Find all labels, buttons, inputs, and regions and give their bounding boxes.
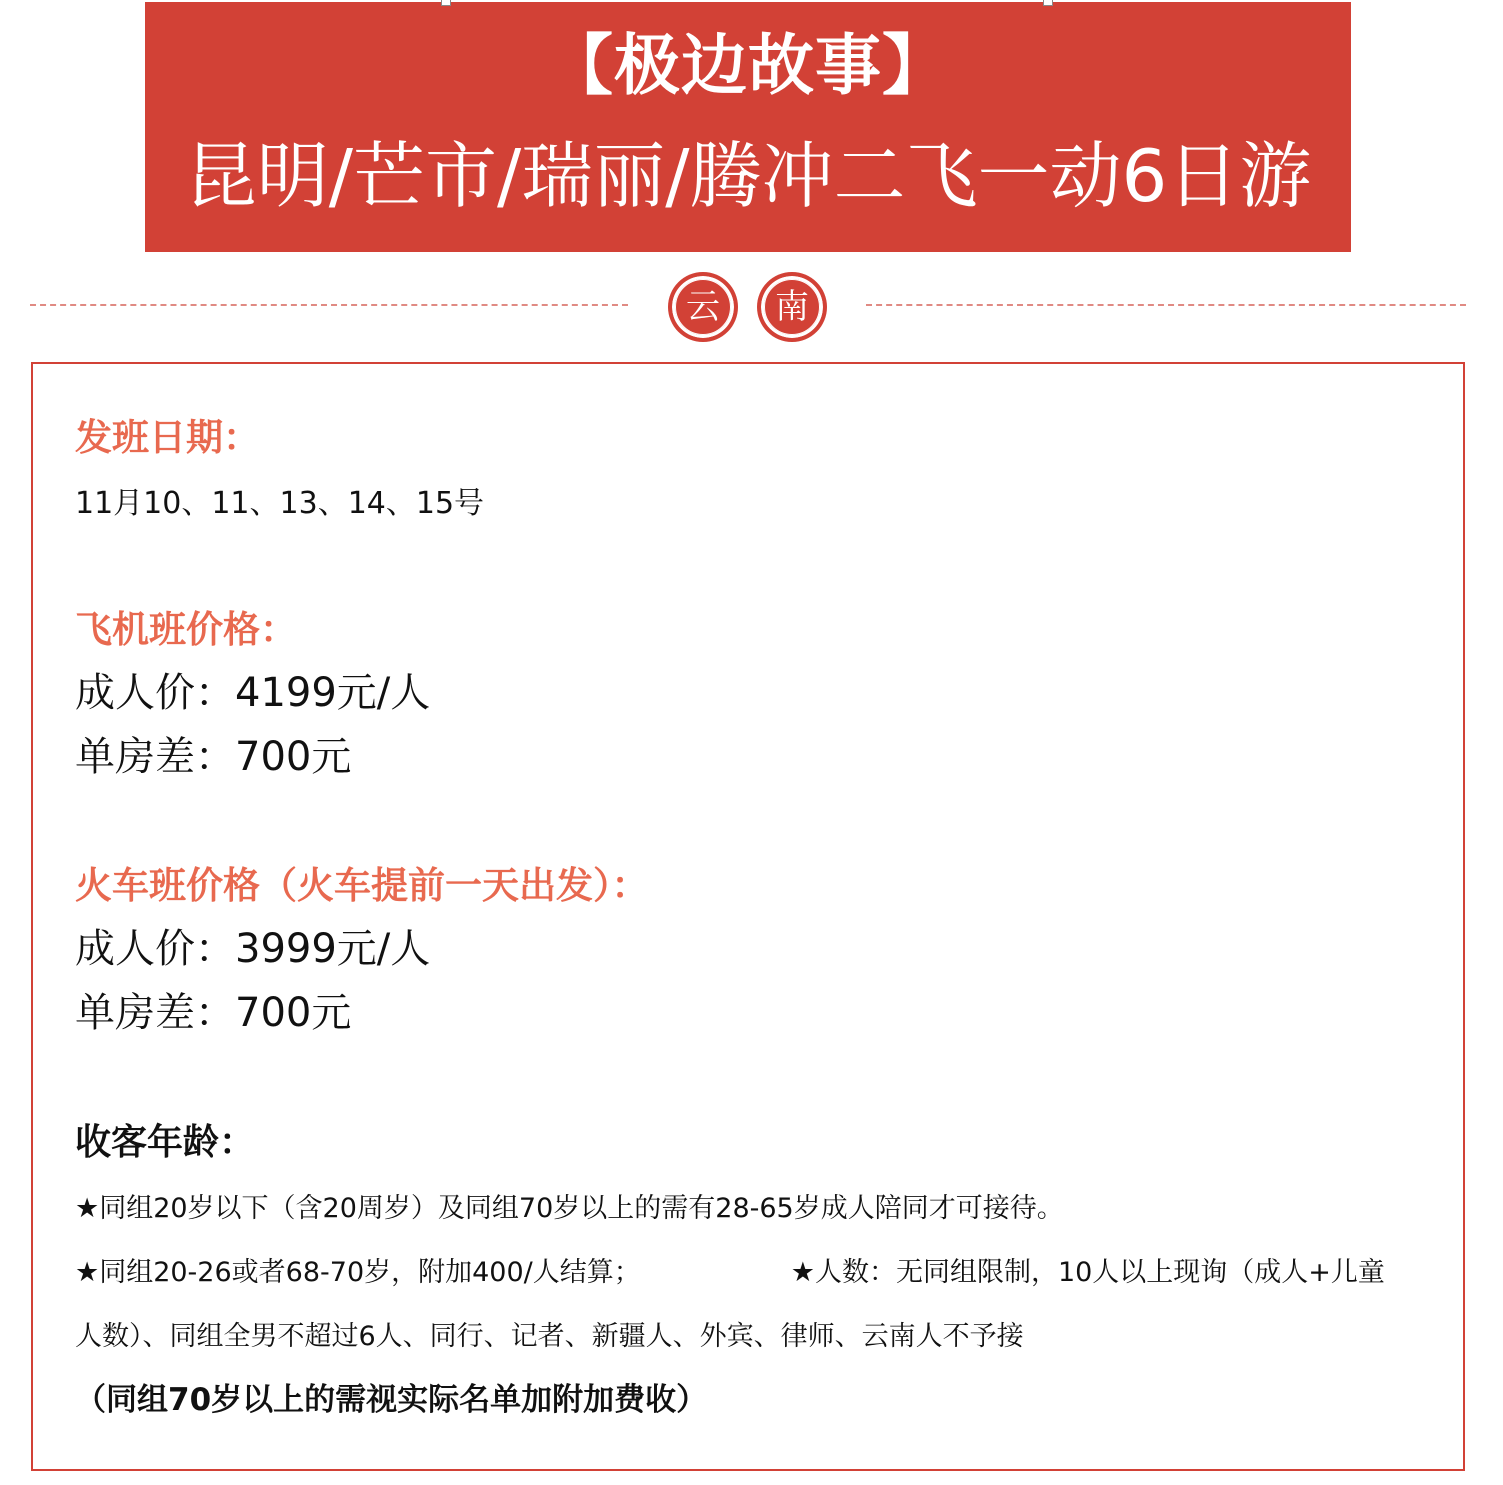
banner-title: 【极边故事】 bbox=[547, 27, 949, 104]
flight-heading: 飞机班价格： bbox=[75, 608, 297, 651]
train-adult-price: 成人价：3999元/人 bbox=[75, 926, 431, 972]
age-heading: 收客年龄： bbox=[75, 1122, 256, 1163]
flight-adult-price: 成人价：4199元/人 bbox=[75, 670, 431, 716]
badge-yun bbox=[670, 274, 736, 340]
badge-label: 云 bbox=[686, 287, 720, 327]
banner-subtitle: 昆明/芒市/瑞丽/腾冲二飞一动6日游 bbox=[184, 134, 1312, 218]
age-note-2a: ★同组20-26或者68-70岁，附加400/人结算； bbox=[75, 1257, 641, 1288]
badge-nan bbox=[759, 274, 825, 340]
badge-ring bbox=[675, 279, 731, 335]
departure-dates: 11月10、11、13、14、15号 bbox=[75, 486, 485, 521]
flight-single-room: 单房差：700元 bbox=[75, 734, 352, 780]
title-banner bbox=[145, 2, 1351, 252]
badge-ring bbox=[764, 279, 820, 335]
age-note-3: 人数）、同组全男不超过6人、同行、记者、新疆人、外宾、律师、云南人不予接 bbox=[75, 1321, 1024, 1352]
train-heading: 火车班价格（火车提前一天出发）： bbox=[75, 864, 649, 907]
age-note-1: ★同组20岁以下（含20周岁）及同组70岁以上的需有28-65岁成人陪同才可接待。 bbox=[75, 1193, 1064, 1224]
resize-handle-right[interactable] bbox=[1043, 0, 1053, 6]
age-note-2 bbox=[75, 1254, 1385, 1292]
content-frame bbox=[31, 362, 1465, 1471]
badge-label: 南 bbox=[775, 287, 809, 327]
age-note-2b: ★人数：无同组限制，10人以上现询（成人+儿童 bbox=[790, 1257, 1385, 1288]
resize-handle-left[interactable] bbox=[441, 0, 451, 6]
dashed-divider-right bbox=[866, 304, 1466, 306]
departure-heading: 发班日期： bbox=[75, 416, 260, 459]
dashed-divider-left bbox=[30, 304, 628, 306]
age-note-4: （同组70岁以上的需视实际名单加附加费收） bbox=[75, 1382, 708, 1418]
train-single-room: 单房差：700元 bbox=[75, 990, 352, 1036]
